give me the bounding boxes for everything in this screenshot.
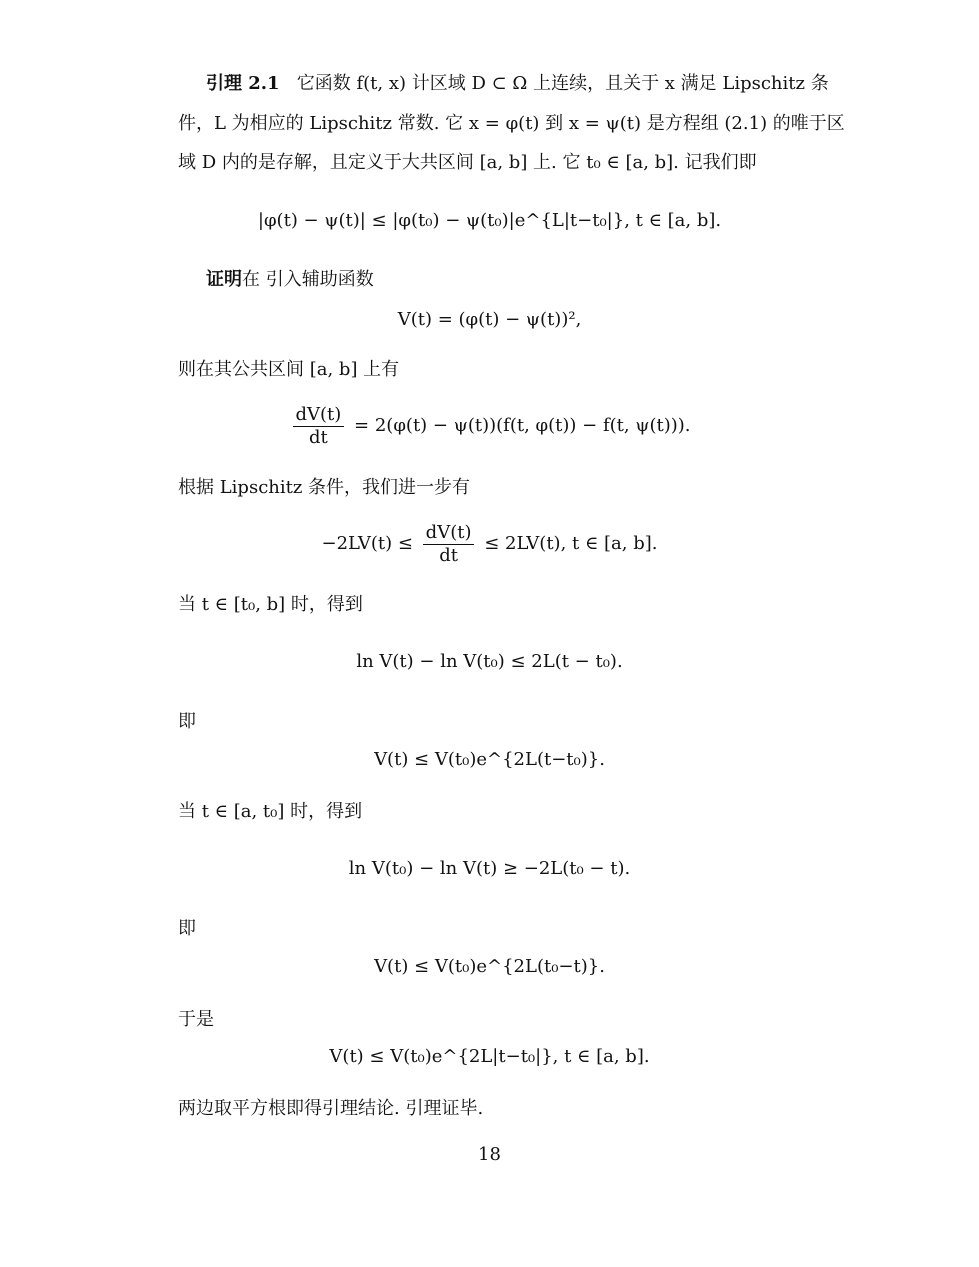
- bound-fraction: [423, 522, 475, 567]
- paragraph-common-interval: 则在其公共区间 [a, b] 上有: [178, 359, 400, 380]
- derivative-fraction: [293, 404, 345, 449]
- paragraph-case-2: 当 t ∈ [a, t₀] 时，得到: [178, 801, 363, 822]
- equation-exp-3: V(t) ≤ V(t₀)e^{2L|t−t₀|}, t ∈ [a, b].: [329, 1046, 650, 1067]
- equation-exp-2: V(t) ≤ V(t₀)e^{2L(t₀−t)}.: [374, 956, 605, 977]
- derivative-rhs: = 2(φ(t) − ψ(t))(f(t, φ(t)) − f(t, ψ(t))).: [354, 415, 691, 436]
- lemma-text-1: 它函数 f(t, x) 计区域 D ⊂ Ω 上连续，且关于 x 满足 Lipschitz 条: [296, 73, 829, 94]
- equation-derivative: [0, 402, 979, 450]
- lemma-line-1: [206, 72, 829, 96]
- bound-rhs: ≤ 2LV(t), t ∈ [a, b].: [484, 533, 658, 554]
- equation-v-definition: V(t) = (φ(t) − ψ(t))²,: [397, 309, 582, 330]
- equation-exp-1: V(t) ≤ V(t₀)e^{2L(t−t₀)}.: [374, 749, 605, 770]
- paragraph-therefore: 于是: [178, 1009, 214, 1030]
- paragraph-ie-2: 即: [178, 918, 196, 939]
- paragraph-ie-1: 即: [178, 711, 196, 732]
- bound-lhs: −2LV(t) ≤: [321, 533, 413, 554]
- lemma-title: 引理 2.1: [206, 73, 280, 94]
- derivative-denominator: dt: [309, 426, 328, 448]
- proof-intro-text: 在 引入辅助函数: [242, 269, 374, 290]
- paragraph-lipschitz: 根据 Lipschitz 条件，我们进一步有: [178, 477, 471, 498]
- derivative-numerator: dV(t): [293, 404, 345, 427]
- paragraph-case-1: 当 t ∈ [t₀, b] 时，得到: [178, 594, 363, 615]
- proof-intro: [206, 268, 374, 292]
- lemma-line-2: 件，L 为相应的 Lipschitz 常数. 它 x = φ(t) 到 x = ψ(t) 是方程组 (2.1) 的唯于区: [178, 113, 845, 134]
- bound-numerator: dV(t): [423, 522, 475, 545]
- page-number: 18: [478, 1144, 501, 1165]
- proof-label: 证明: [206, 269, 242, 290]
- equation-bound: [0, 520, 979, 568]
- paragraph-conclusion: 两边取平方根即得引理结论. 引理证毕.: [178, 1098, 484, 1119]
- bound-denominator: dt: [439, 544, 458, 566]
- equation-ln-1: ln V(t) − ln V(t₀) ≤ 2L(t − t₀).: [356, 651, 623, 672]
- equation-ln-2: ln V(t₀) − ln V(t) ≥ −2L(t₀ − t).: [348, 858, 631, 879]
- lemma-line-3: 域 D 内的是存解，且定义于大共区间 [a, b] 上. 它 t₀ ∈ [a, b]. 记我们即: [178, 152, 757, 173]
- lemma-equation: |φ(t) − ψ(t)| ≤ |φ(t₀) − ψ(t₀)|e^{L|t−t₀|}, t ∈ [a, b].: [257, 210, 722, 231]
